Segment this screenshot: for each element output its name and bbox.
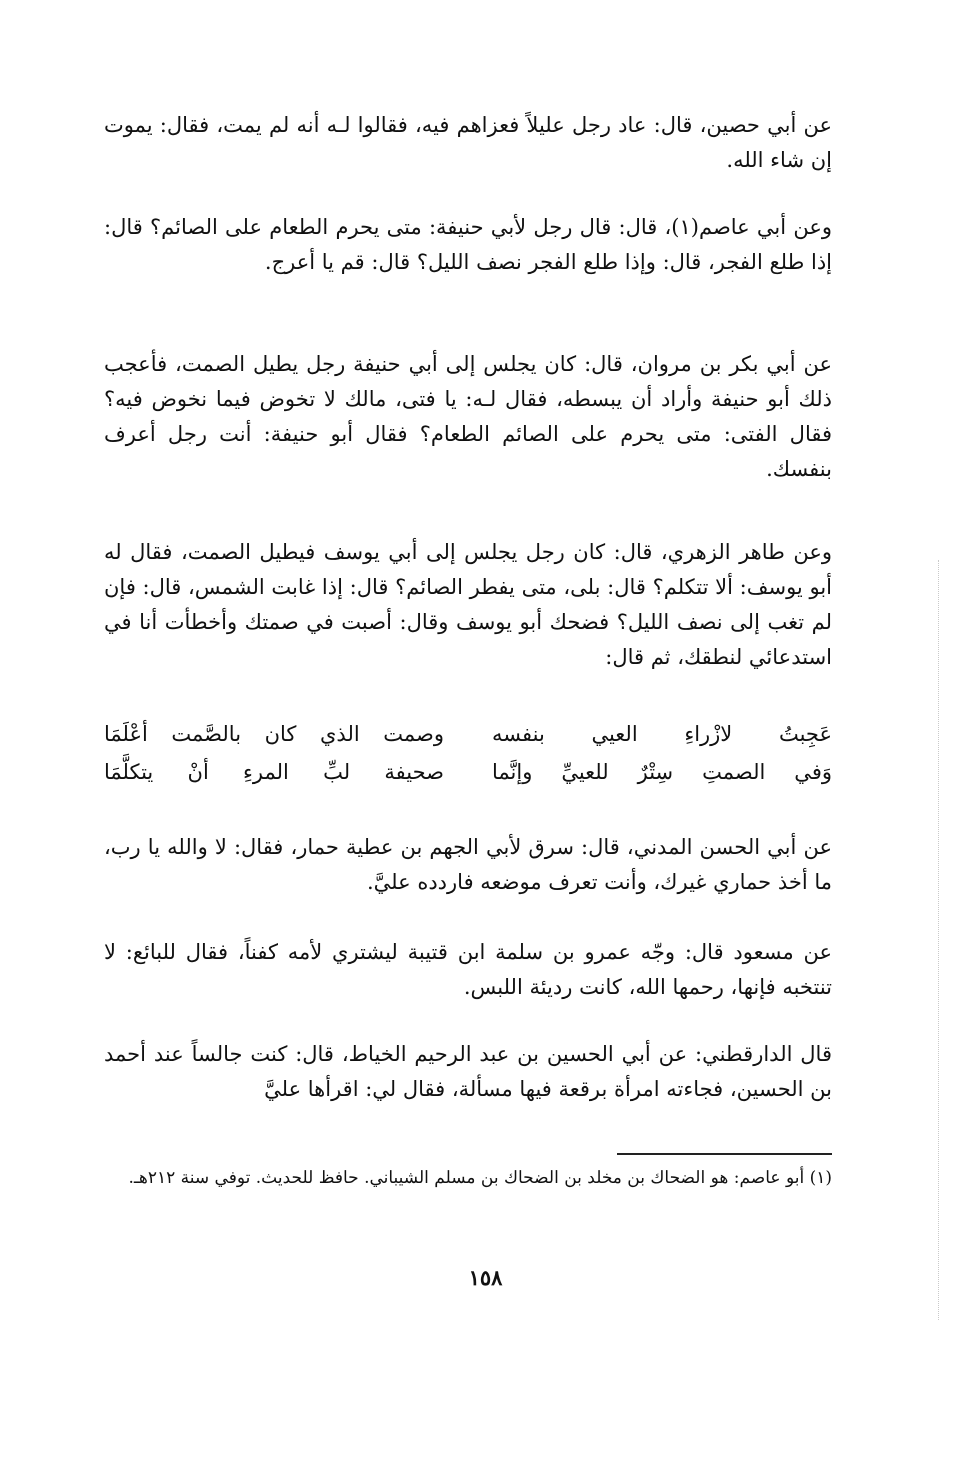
footnote: [104, 1162, 832, 1194]
paragraph-text: وعن طاهر الزهري، قال: كان رجل يجلس إلى أبي يوسف فيطيل الصمت، فقال له أبو يوسف: ألا تتكلم؟ قال: بلى، متى يفطر الصائم؟ قال: إذا غابت الشمس، قال: فإن لم تغب إلى نصف الليل؟ فضحك أبو يوسف وقال: أصبت في صمتك وأخطأت أنا في استدعائي لنطقك، ثم قال:: [104, 540, 832, 669]
paragraph-masud: [104, 935, 832, 1005]
poem-second-hemistich: صحيفة لبِّ المرءِ أنْ يتكلَّمَا: [104, 760, 444, 784]
paragraph-abu-asim: [104, 210, 832, 280]
paragraph-al-daraqutni: [104, 1037, 832, 1107]
poem-line: [104, 715, 832, 753]
poem-line: [104, 753, 832, 791]
page-edge-shadow: [938, 560, 939, 1320]
paragraph-text: عن مسعود قال: وجّه عمرو بن سلمة ابن قتيبة ليشتري لأمه كفناً، فقال للبائع: لا تنتخبه فإنها، رحمها الله، كانت رديئة اللبس.: [104, 940, 832, 999]
poem-first-hemistich: وَفي الصمتِ سِتْرٌ للعييِّ وإنَّما: [492, 760, 832, 784]
poem-first-hemistich: عَجِبتُ لازْراءِ العيي بنفسه: [492, 722, 832, 746]
footnote-text: (١) أبو عاصم: هو الضحاك بن مخلد بن الضحاك بن مسلم الشيباني. حافظ للحديث. توفي سنة ٢١٢هـ.: [128, 1168, 832, 1188]
paragraph-abu-al-hasan-al-madani: [104, 830, 832, 900]
page-number: ١٥٨: [468, 1265, 503, 1290]
paragraph-text: عن أبي بكر بن مروان، قال: كان يجلس إلى أبي حنيفة رجل يطيل الصمت، فأعجب ذلك أبو حنيفة وأراد أن يبسطه، فقال لـه: يا فتى، مالك لا تخوض فيما نخوض فيه؟ فقال الفتى: متى يحرم على الصائم الطعام؟ فقال أبو حنيفة: أنت رجل أعرف بنفسك.: [104, 352, 832, 481]
paragraph-text: وعن أبي عاصم(١)، قال: قال رجل لأبي حنيفة: متى يحرم الطعام على الصائم؟ قال: إذا طلع الفجر، قال: وإذا طلع الفجر نصف الليل؟ قال: قم يا أعرج.: [104, 215, 832, 274]
paragraph-text: عن أبي الحسن المدني، قال: سرق لأبي الجهم بن عطية حمار، فقال: لا والله يا رب، ما أخذ حماري غيرك، وأنت تعرف موضعه فاردده عليَّ.: [104, 835, 832, 894]
paragraph-tahir-al-zuhri: [104, 535, 832, 675]
paragraph-abu-bakr-ibn-marwan: [104, 347, 832, 487]
paragraph-abu-husayn: [104, 108, 832, 178]
paragraph-text: قال الدارقطني: عن أبي الحسين بن عبد الرحيم الخياط، قال: كنت جالساً عند أحمد بن الحسين، فجاءته امرأة برقعة فيها مسألة، فقال لي: اقرأها عليَّ: [104, 1042, 832, 1101]
poem-verses: [104, 715, 832, 791]
poem-second-hemistich: وصمت الذي كان بالصَّمت أعْلَمَا: [104, 722, 444, 746]
paragraph-text: عن أبي حصين، قال: عاد رجل عليلاً فعزاهم فيه، فقالوا لـه أنه لم يمت، فقال: يموت إن شاء الله.: [104, 113, 832, 172]
footnote-divider: [617, 1153, 832, 1155]
